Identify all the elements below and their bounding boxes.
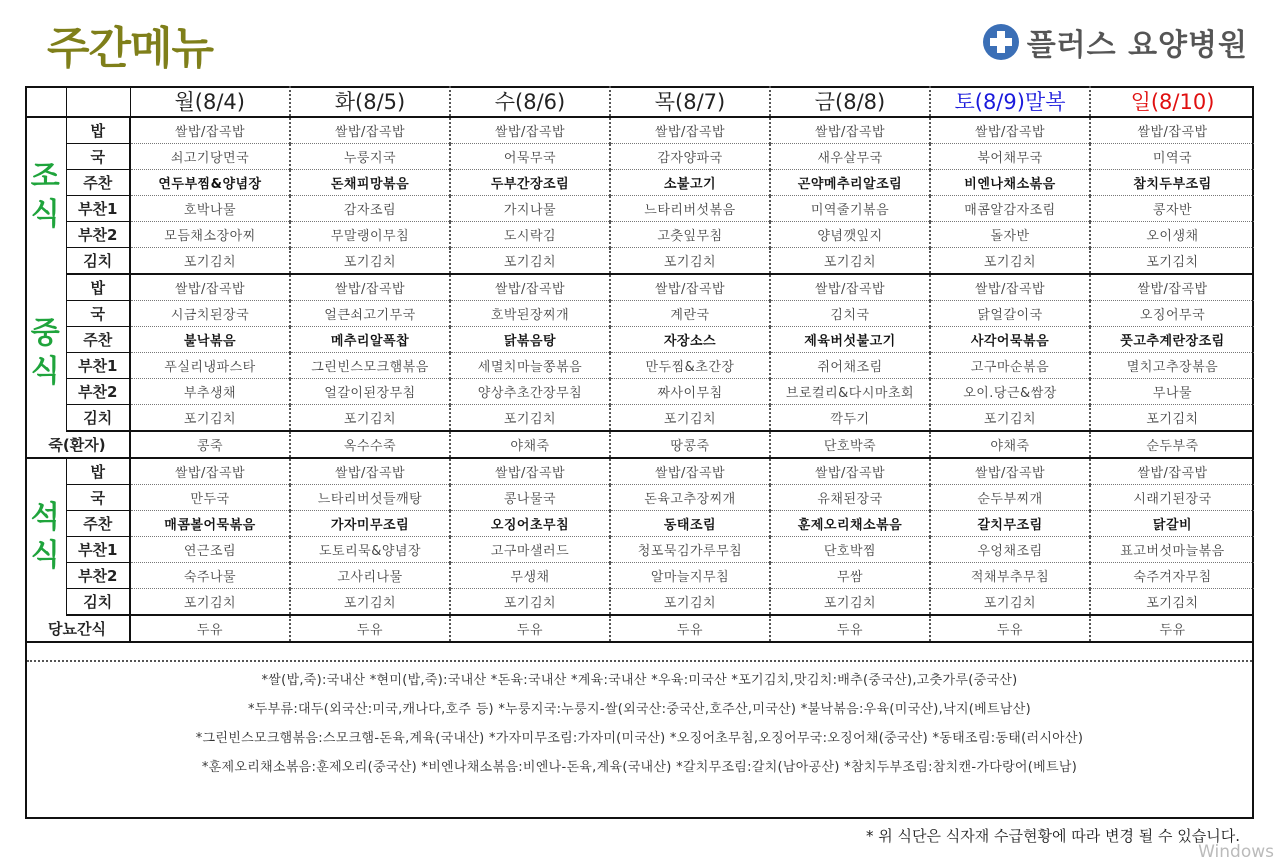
menu-cell: 곤약메추리알조림 xyxy=(770,170,930,196)
menu-cell: 포기김치 xyxy=(770,248,930,275)
menu-cell: 포기김치 xyxy=(930,589,1090,616)
menu-cell: 고구마샐러드 xyxy=(450,537,610,563)
menu-cell: 브로컬리&다시마초회 xyxy=(770,379,930,405)
menu-cell: 두부간장조림 xyxy=(450,170,610,196)
breakfast-row xyxy=(25,144,1254,170)
category-label: 주찬 xyxy=(66,511,130,537)
menu-cell: 고사리나물 xyxy=(290,563,450,589)
menu-cell: 연근조림 xyxy=(130,537,290,563)
menu-cell: 돌자반 xyxy=(930,222,1090,248)
category-label: 밥 xyxy=(66,458,130,485)
menu-cell: 쌀밥/잡곡밥 xyxy=(610,458,770,485)
category-label: 부찬2 xyxy=(66,379,130,405)
menu-cell: 김치국 xyxy=(770,301,930,327)
menu-cell: 고춧잎무침 xyxy=(610,222,770,248)
menu-cell: 돈채피망볶음 xyxy=(290,170,450,196)
weekly-menu-table xyxy=(25,86,1254,643)
menu-cell: 적채부추무침 xyxy=(930,563,1090,589)
menu-cell: 쌀밥/잡곡밥 xyxy=(1090,458,1254,485)
menu-cell: 쌀밥/잡곡밥 xyxy=(290,274,450,301)
menu-cell: 야채죽 xyxy=(930,431,1090,458)
menu-cell: 제육버섯불고기 xyxy=(770,327,930,353)
day-header-wed: 수(8/6) xyxy=(450,86,610,117)
menu-cell: 갈치무조림 xyxy=(930,511,1090,537)
origin-note: *그린빈스모크햄볶음:스모크햄-돈육,계육(국내산) *가자미무조림:가자미(미국산) *오징어초무침,오징어무국:오징어채(중국산) *동태조림:동태(러시아산) xyxy=(195,731,1084,746)
menu-cell: 표고버섯마늘볶음 xyxy=(1090,537,1254,563)
menu-cell: 쌀밥/잡곡밥 xyxy=(1090,274,1254,301)
category-label: 부찬2 xyxy=(66,563,130,589)
menu-cell: 매콤볼어묵볶음 xyxy=(130,511,290,537)
category-label: 국 xyxy=(66,144,130,170)
category-label: 주찬 xyxy=(66,327,130,353)
menu-cell: 부추생채 xyxy=(130,379,290,405)
menu-cell: 포기김치 xyxy=(930,248,1090,275)
menu-cell: 시금치된장국 xyxy=(130,301,290,327)
day-header-sat: 토(8/9)말복 xyxy=(930,86,1090,117)
category-label: 국 xyxy=(66,485,130,511)
corner-cell xyxy=(25,86,66,117)
porridge-row xyxy=(25,431,1254,458)
menu-cell: 멸치고추장볶음 xyxy=(1090,353,1254,379)
lunch-meal-label xyxy=(25,274,66,431)
lunch-row xyxy=(25,274,1254,301)
dinner-row xyxy=(25,485,1254,511)
menu-cell: 포기김치 xyxy=(450,248,610,275)
menu-cell: 두유 xyxy=(770,615,930,642)
menu-cell: 쇠고기당면국 xyxy=(130,144,290,170)
menu-cell: 참치두부조림 xyxy=(1090,170,1254,196)
menu-cell: 포기김치 xyxy=(1090,248,1254,275)
menu-cell: 무말랭이무침 xyxy=(290,222,450,248)
footnote: * 위 식단은 식자재 수급현황에 따라 변경 될 수 있습니다. xyxy=(866,827,1240,845)
menu-cell: 느타리버섯들깨탕 xyxy=(290,485,450,511)
day-header-thu: 목(8/7) xyxy=(610,86,770,117)
category-label: 김치 xyxy=(66,589,130,616)
menu-cell: 훈제오리채소볶음 xyxy=(770,511,930,537)
menu-cell: 쌀밥/잡곡밥 xyxy=(450,117,610,144)
menu-cell: 시래기된장국 xyxy=(1090,485,1254,511)
menu-cell: 쌀밥/잡곡밥 xyxy=(770,117,930,144)
hospital-logo xyxy=(983,20,1248,64)
menu-cell: 돈육고추장찌개 xyxy=(610,485,770,511)
menu-cell: 쌀밥/잡곡밥 xyxy=(450,458,610,485)
menu-cell: 얼큰쇠고기무국 xyxy=(290,301,450,327)
menu-cell: 포기김치 xyxy=(450,589,610,616)
menu-cell: 고구마순볶음 xyxy=(930,353,1090,379)
menu-cell: 두유 xyxy=(610,615,770,642)
breakfast-row xyxy=(25,170,1254,196)
menu-cell: 어묵무국 xyxy=(450,144,610,170)
menu-cell: 누룽지국 xyxy=(290,144,450,170)
meal-label-char: 식 xyxy=(30,197,60,232)
menu-cell: 도토리묵&양념장 xyxy=(290,537,450,563)
category-label: 당뇨간식 xyxy=(25,615,130,642)
category-label: 국 xyxy=(66,301,130,327)
meal-label-char: 식 xyxy=(30,353,60,389)
day-header-mon: 월(8/4) xyxy=(130,86,290,117)
menu-cell: 오이생채 xyxy=(1090,222,1254,248)
menu-cell: 쌀밥/잡곡밥 xyxy=(130,117,290,144)
menu-cell: 알마늘지무침 xyxy=(610,563,770,589)
menu-cell: 풋고추계란장조림 xyxy=(1090,327,1254,353)
menu-cell: 쌀밥/잡곡밥 xyxy=(930,458,1090,485)
meal-label-char: 식 xyxy=(30,538,60,573)
menu-cell: 푸실리냉파스타 xyxy=(130,353,290,379)
menu-cell: 자장소스 xyxy=(610,327,770,353)
menu-cell: 무생채 xyxy=(450,563,610,589)
menu-cell: 감자조림 xyxy=(290,196,450,222)
corner-cell xyxy=(66,86,130,117)
menu-cell: 쌀밥/잡곡밥 xyxy=(930,117,1090,144)
lunch-row xyxy=(25,405,1254,432)
menu-cell: 옥수수죽 xyxy=(290,431,450,458)
category-label: 부찬1 xyxy=(66,196,130,222)
dinner-row xyxy=(25,589,1254,616)
menu-cell: 쌀밥/잡곡밥 xyxy=(610,117,770,144)
menu-cell: 땅콩죽 xyxy=(610,431,770,458)
menu-cell: 북어채무국 xyxy=(930,144,1090,170)
menu-cell: 미역줄기볶음 xyxy=(770,196,930,222)
menu-cell: 단호박죽 xyxy=(770,431,930,458)
menu-cell: 연두부찜&양념장 xyxy=(130,170,290,196)
breakfast-row xyxy=(25,196,1254,222)
menu-cell: 포기김치 xyxy=(770,589,930,616)
menu-cell: 오징어무국 xyxy=(1090,301,1254,327)
origin-note: *두부류:대두(외국산:미국,캐나다,호주 등) *누룽지국:누룽지-쌀(외국산:중국산,호주산,미국산) *불낙볶음:우육(미국산),낙지(베트남산) xyxy=(248,702,1031,717)
dinner-row xyxy=(25,563,1254,589)
menu-cell: 두유 xyxy=(450,615,610,642)
menu-cell: 짜사이무침 xyxy=(610,379,770,405)
menu-cell: 쌀밥/잡곡밥 xyxy=(130,274,290,301)
menu-cell: 두유 xyxy=(1090,615,1254,642)
menu-cell: 두유 xyxy=(290,615,450,642)
category-label: 죽(환자) xyxy=(25,431,130,458)
breakfast-row xyxy=(25,248,1254,275)
dinner-row xyxy=(25,511,1254,537)
menu-cell: 포기김치 xyxy=(130,405,290,432)
meal-label-char: 조 xyxy=(30,159,60,194)
menu-cell: 쌀밥/잡곡밥 xyxy=(1090,117,1254,144)
meal-label-char: 중 xyxy=(30,315,60,351)
dinner-meal-label xyxy=(25,458,66,615)
menu-cell: 깍두기 xyxy=(770,405,930,432)
menu-cell: 느타리버섯볶음 xyxy=(610,196,770,222)
menu-cell: 포기김치 xyxy=(930,405,1090,432)
lunch-row xyxy=(25,379,1254,405)
menu-cell: 미역국 xyxy=(1090,144,1254,170)
menu-cell: 닭갈비 xyxy=(1090,511,1254,537)
menu-cell: 순두부죽 xyxy=(1090,431,1254,458)
hospital-name: 플러스 요양병원 xyxy=(1026,28,1248,63)
breakfast-row xyxy=(25,222,1254,248)
menu-cell: 포기김치 xyxy=(1090,589,1254,616)
menu-cell: 쌀밥/잡곡밥 xyxy=(290,458,450,485)
menu-cell: 포기김치 xyxy=(610,405,770,432)
menu-cell: 포기김치 xyxy=(610,589,770,616)
category-label: 부찬2 xyxy=(66,222,130,248)
lunch-row xyxy=(25,327,1254,353)
category-label: 김치 xyxy=(66,405,130,432)
menu-cell: 두유 xyxy=(930,615,1090,642)
menu-cell: 콩자반 xyxy=(1090,196,1254,222)
breakfast-row xyxy=(25,117,1254,144)
origin-note: *쌀(밥,죽):국내산 *현미(밥,죽):국내산 *돈육:국내산 *계육:국내산 *우육:미국산 *포기김치,맛김치:배추(중국산),고춧가루(중국산) xyxy=(261,673,1018,688)
menu-cell: 포기김치 xyxy=(130,589,290,616)
menu-cell: 포기김치 xyxy=(290,589,450,616)
menu-cell: 쌀밥/잡곡밥 xyxy=(290,117,450,144)
menu-cell: 우엉채조림 xyxy=(930,537,1090,563)
menu-cell: 순두부찌개 xyxy=(930,485,1090,511)
category-label: 부찬1 xyxy=(66,353,130,379)
menu-cell: 포기김치 xyxy=(290,248,450,275)
menu-cell: 호박된장찌개 xyxy=(450,301,610,327)
os-watermark: Windows xyxy=(1198,842,1274,862)
menu-cell: 닭얼갈이국 xyxy=(930,301,1090,327)
category-label: 밥 xyxy=(66,117,130,144)
menu-cell: 오이.당근&쌈장 xyxy=(930,379,1090,405)
menu-cell: 비엔나채소볶음 xyxy=(930,170,1090,196)
day-header-fri: 금(8/8) xyxy=(770,86,930,117)
menu-cell: 포기김치 xyxy=(1090,405,1254,432)
menu-cell: 얼갈이된장무침 xyxy=(290,379,450,405)
menu-cell: 동태조림 xyxy=(610,511,770,537)
menu-cell: 사각어묵볶음 xyxy=(930,327,1090,353)
menu-cell: 쥐어채조림 xyxy=(770,353,930,379)
snack-row xyxy=(25,615,1254,642)
menu-cell: 두유 xyxy=(130,615,290,642)
menu-cell: 숙주겨자무침 xyxy=(1090,563,1254,589)
menu-cell: 무나물 xyxy=(1090,379,1254,405)
menu-cell: 매콤알감자조림 xyxy=(930,196,1090,222)
meal-label-char: 석 xyxy=(30,500,60,535)
menu-cell: 야채죽 xyxy=(450,431,610,458)
menu-cell: 무쌈 xyxy=(770,563,930,589)
menu-cell: 만두찜&초간장 xyxy=(610,353,770,379)
menu-cell: 호박나물 xyxy=(130,196,290,222)
menu-cell: 쌀밥/잡곡밥 xyxy=(770,458,930,485)
menu-cell: 양상추초간장무침 xyxy=(450,379,610,405)
origin-note: *훈제오리채소볶음:훈제오리(중국산) *비엔나채소볶음:비엔나-돈육,계육(국내산) *갈치무조림:갈치(남아공산) *참치두부조림:참치캔-가다랑어(베트남) xyxy=(201,760,1078,775)
lunch-row xyxy=(25,353,1254,379)
day-header-tue: 화(8/5) xyxy=(290,86,450,117)
menu-cell: 감자양파국 xyxy=(610,144,770,170)
menu-cell: 새우살무국 xyxy=(770,144,930,170)
menu-cell: 소불고기 xyxy=(610,170,770,196)
origin-notes xyxy=(27,660,1252,782)
menu-cell: 포기김치 xyxy=(610,248,770,275)
menu-cell: 포기김치 xyxy=(130,248,290,275)
menu-cell: 불낙볶음 xyxy=(130,327,290,353)
menu-cell: 닭볶음탕 xyxy=(450,327,610,353)
lunch-row xyxy=(25,301,1254,327)
menu-cell: 유채된장국 xyxy=(770,485,930,511)
menu-cell: 오징어초무침 xyxy=(450,511,610,537)
breakfast-meal-label xyxy=(25,117,66,274)
menu-cell: 가자미무조림 xyxy=(290,511,450,537)
menu-cell: 청포묵김가루무침 xyxy=(610,537,770,563)
medical-cross-icon xyxy=(983,24,1019,60)
menu-cell: 가지나물 xyxy=(450,196,610,222)
menu-cell: 쌀밥/잡곡밥 xyxy=(450,274,610,301)
category-label: 주찬 xyxy=(66,170,130,196)
dinner-row xyxy=(25,458,1254,485)
menu-cell: 쌀밥/잡곡밥 xyxy=(130,458,290,485)
menu-cell: 쌀밥/잡곡밥 xyxy=(930,274,1090,301)
menu-cell: 쌀밥/잡곡밥 xyxy=(770,274,930,301)
menu-cell: 쌀밥/잡곡밥 xyxy=(610,274,770,301)
menu-cell: 숙주나물 xyxy=(130,563,290,589)
category-label: 부찬1 xyxy=(66,537,130,563)
day-header-sun: 일(8/10) xyxy=(1090,86,1254,117)
menu-cell: 단호박찜 xyxy=(770,537,930,563)
menu-cell: 만두국 xyxy=(130,485,290,511)
menu-cell: 세멸치마늘쫑볶음 xyxy=(450,353,610,379)
category-label: 김치 xyxy=(66,248,130,275)
dinner-row xyxy=(25,537,1254,563)
menu-cell: 모듬채소장아찌 xyxy=(130,222,290,248)
page-title: 주간메뉴 xyxy=(47,23,214,74)
menu-cell: 포기김치 xyxy=(450,405,610,432)
menu-cell: 포기김치 xyxy=(290,405,450,432)
menu-cell: 양념깻잎지 xyxy=(770,222,930,248)
menu-cell: 도시락김 xyxy=(450,222,610,248)
day-header-row xyxy=(25,86,1254,117)
menu-cell: 그린빈스모크햄볶음 xyxy=(290,353,450,379)
menu-cell: 콩죽 xyxy=(130,431,290,458)
menu-cell: 메추리알폭찹 xyxy=(290,327,450,353)
menu-cell: 계란국 xyxy=(610,301,770,327)
category-label: 밥 xyxy=(66,274,130,301)
menu-cell: 콩나물국 xyxy=(450,485,610,511)
